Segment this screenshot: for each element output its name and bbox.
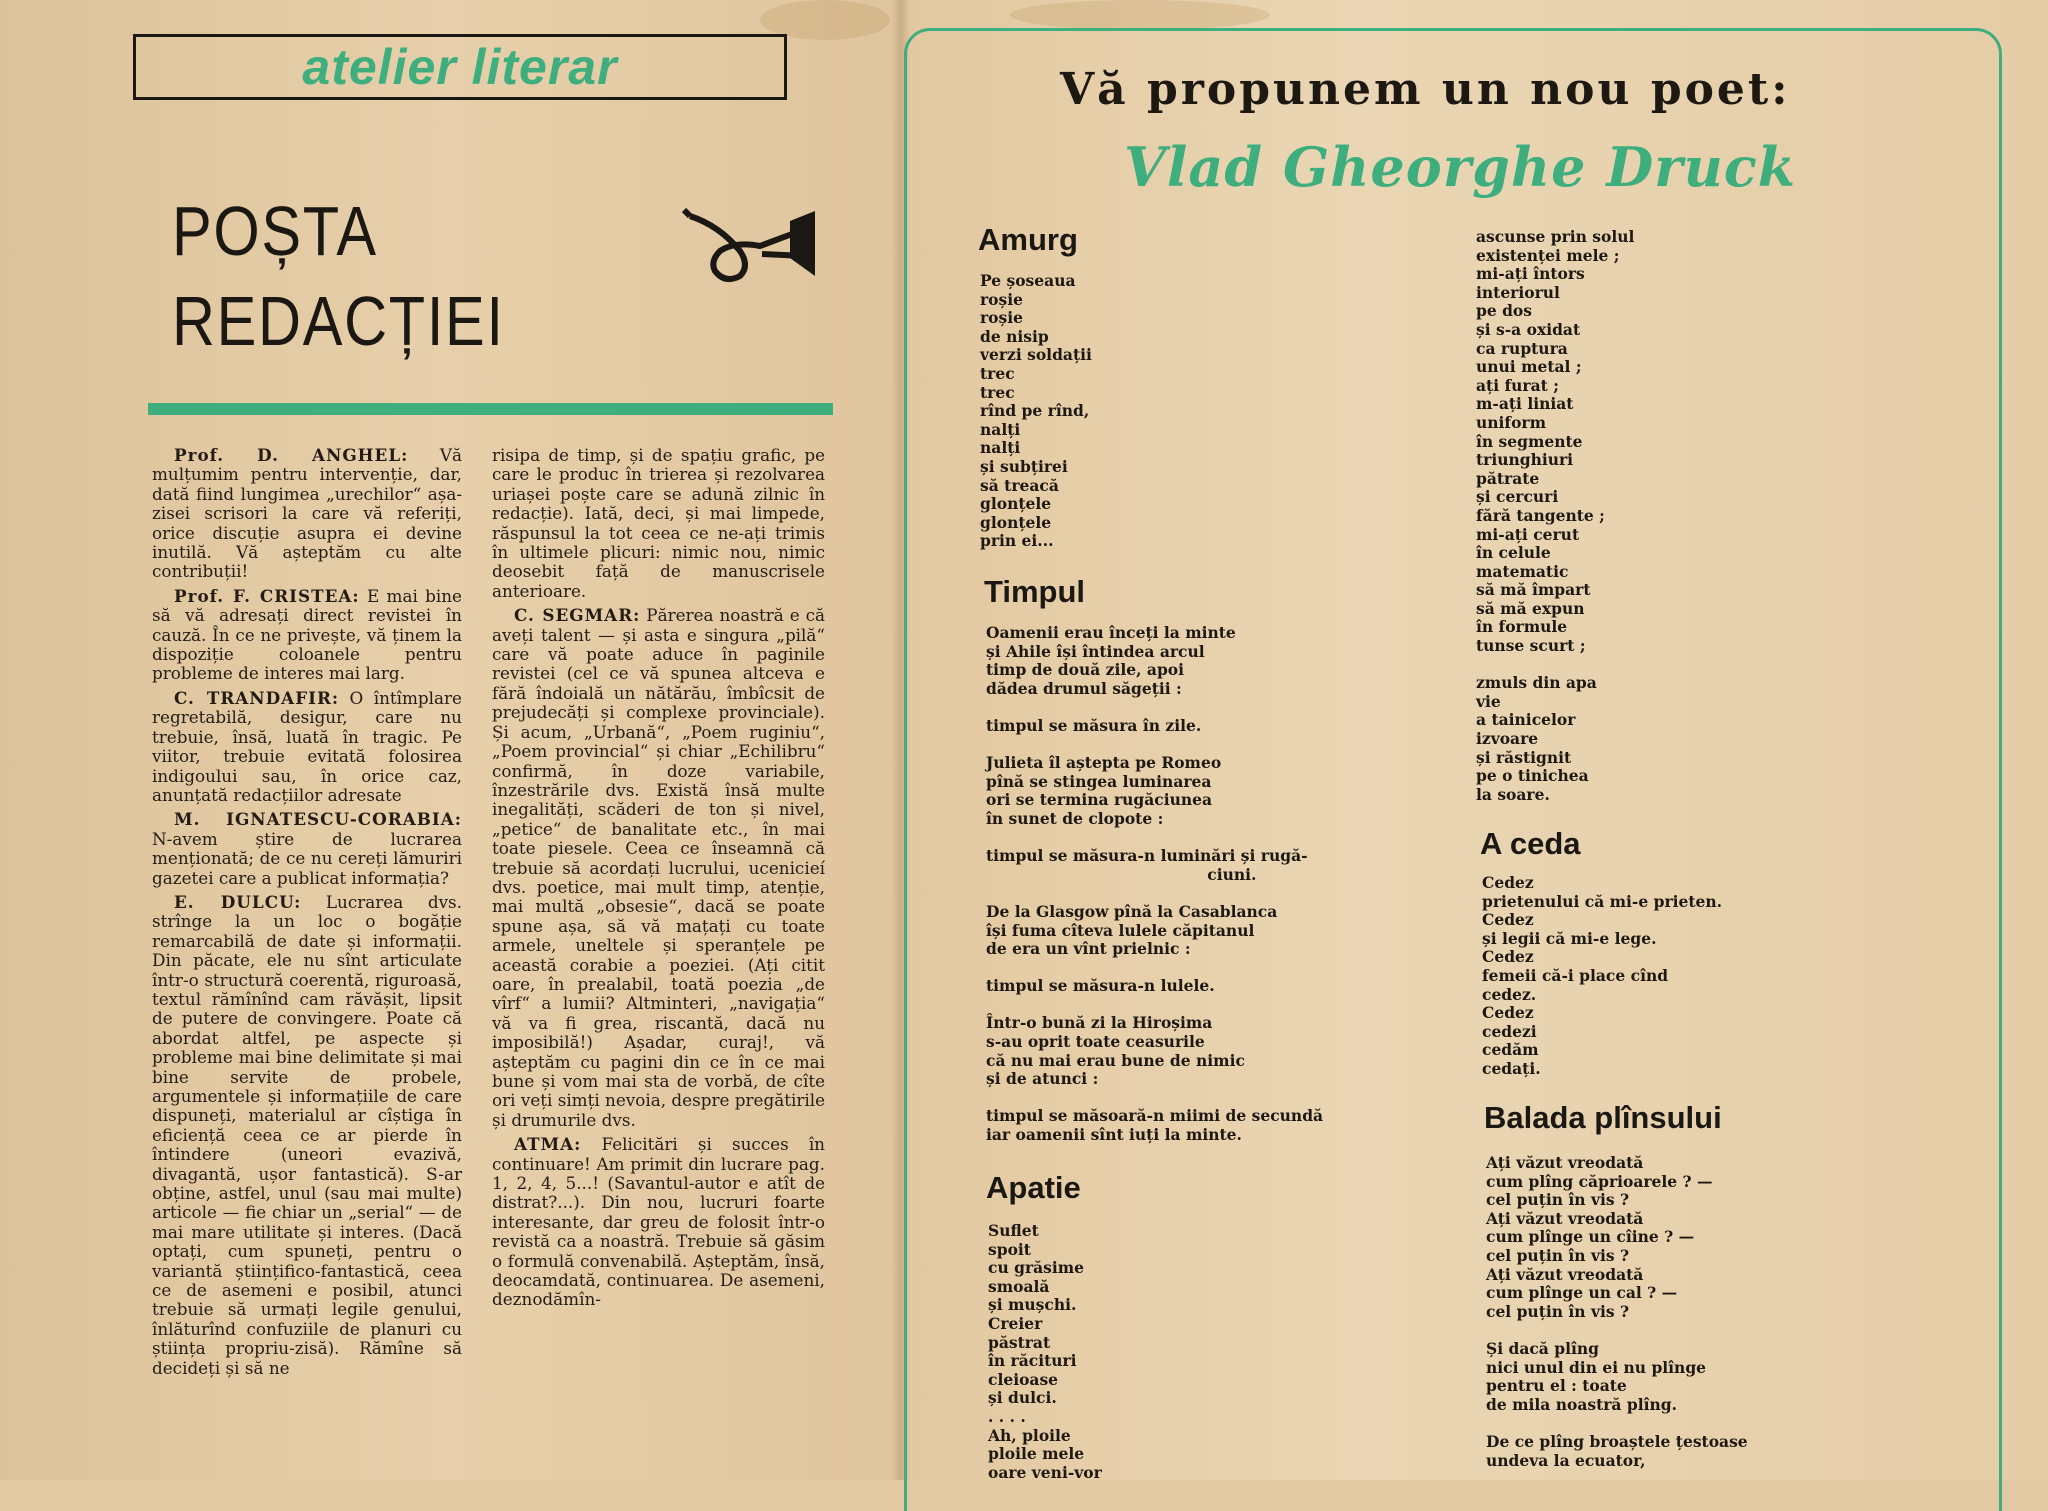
letter-recipient: M. IGNATESCU-CORABIA: bbox=[174, 809, 462, 830]
letter-entry bbox=[152, 893, 462, 1378]
letter-text: E mai bine să vă adresați direct revistei în cauză. În ce ne privește, vă ținem la dispoziție coloanele pentru probleme de interes mai larg. bbox=[152, 585, 462, 684]
poem-text-continuation: ascunse prin solul existenței mele ; mi-ați întors interiorul pe dos și s-a oxidat ca ruptura unui metal ; ați furat ; m-ați liniat uniform în segmente triunghiuri pătrate și cercuri fără tangente ; mi-ați cerut în celule matematic să mă împart să mă expun în formule tunse scurt ; zmuls din apa vie a tainicelor izvoare și răstignit pe o tinichea la soare. bbox=[1476, 227, 1635, 804]
poem-title-a-ceda: A ceda bbox=[1480, 826, 1581, 861]
poem-title-balada: Balada plînsului bbox=[1484, 1100, 1722, 1135]
post-horn-icon bbox=[680, 196, 820, 286]
letter-entry bbox=[152, 689, 462, 805]
page-title-line1: POȘTA bbox=[172, 192, 378, 270]
section-divider bbox=[148, 403, 833, 415]
letter-recipient: C. TRANDAFIR: bbox=[174, 687, 340, 708]
letter-recipient: ATMA: bbox=[514, 1134, 582, 1155]
section-label: atelier literar bbox=[302, 39, 618, 95]
letter-recipient: C. SEGMAR: bbox=[514, 605, 641, 626]
paper-stain bbox=[1010, 0, 1270, 30]
poem-text-apatie: Suflet spoit cu grăsime smoală și mușchi. Creier păstrat în răcituri cleioase și dulci. . . . . Ah, ploile ploile mele oare veni-vor bbox=[988, 1221, 1102, 1482]
letter-entry bbox=[492, 1135, 825, 1310]
letter-text: Felicitări și succes în continuare! Am primit din lucrare pag. 1, 2, 4, 5...! (Savantul-autor e atît de distrat?...). Din nou, lucruri foarte interesante, dar greu de folosit într-o revistă ca a noastră. Trebuie să găsim o formulă convenabilă. Așteptăm, însă, deocamdată, continuarea. De asemeni, deznodămîn- bbox=[492, 1134, 825, 1310]
poem-text-timpul: Oamenii erau înceți la minte și Ahile își întindea arcul timp de două zile, apoi dădea drumul săgeții : timpul se măsura în zile. Julieta îl aștepta pe Romeo pînă se stingea luminarea ori se termina rugăciunea în sunet de clopote : timpul se măsura-n luminări și rugă- ciuni. De la Glasgow pînă la Casablanca își fuma cîteva lulele căpitanul de era un vînt prielnic : timpul se măsura-n lulele. Într-o bună zi la Hiroșima s-au oprit toate ceasurile că nu mai erau bune de nimic și de atunci : timpul se măsoară-n miimi de secundă iar oamenii sînt iuți la minte. bbox=[986, 623, 1324, 1145]
poem-text-balada: Ați văzut vreodată cum plîng căprioarele ? — cel puțin în vis ? Ați văzut vreodată cum plînge un cîine ? — cel puțin în vis ? Ați văzut vreodată cum plînge un cal ? — cel puțin în vis ? Și dacă plîng nici unul din ei nu plînge pentru el : toate de mila noastră plîng. De ce plîng broaștele țestoase undeva la ecuator, bbox=[1486, 1153, 1748, 1470]
poem-text-amurg: Pe șoseaua roșie roșie de nisip verzi soldații trec trec rînd pe rînd, nalți nalți și subțirei să treacă glonțele glonțele prin ei... bbox=[980, 271, 1092, 551]
letter-text: Vă mulțumim pentru intervenție, dar, dată fiind lungimea „urechilor“ așa-zisei scrisori la care vă referiți, orice discuție asupra ei devine inutilă. Vă așteptăm cu alte contribuții! bbox=[152, 445, 462, 582]
letter-entry bbox=[152, 446, 462, 582]
poet-name: Vlad Gheorghe Druck bbox=[1124, 135, 1797, 199]
poem-title-timpul: Timpul bbox=[984, 574, 1086, 609]
letter-entry bbox=[152, 810, 462, 888]
page-title bbox=[172, 186, 505, 366]
letter-text: Părerea noastră e că aveți talent — și asta e singura „pilă“ care vă poate aduce în paginile revistei (cel ce vă spunea altceva e fără îndoială un nătărău, îmbîcsit de prejudecăți și complexe provinciale). Și acum, „Urbană“, „Poem ruginiu“, „Poem provincial“ și chiar „Echilibru“ confirmă, în doze variabile, înzestrările dvs. Există însă multe inegalități, scăderi de ton și nivel, „petice“ de banalitate etc., în mai toate piesele. Ceea ce înseamnă că trebuie să acordați lucrului, ucenicieí dvs. poetice, mai mult timp, atenție, mai multă „obsesie“, dacă se poate spune așa, să vă mațați cu toate armele, uneltele și speranțele pe această corabie a poeziei. (Ați citit oare, în prealabil, toată poezia „de vîrf“ a lumii? Altminteri, „navigația“ vă va fi grea, riscantă, dacă nu imposibilă!) Așadar, curaj!, vă așteptăm cu pagini din ce în ce mai bune și vom mai sta de vorbă, de cîte ori veți simți nevoia, despre pregătirile și drumurile dvs. bbox=[492, 605, 825, 1130]
letter-text: risipa de timp, și de spațiu grafic, pe care le produc în trierea și rezolvarea uriașei poște care se adună zilnic în redacție). Iată, deci, și mai limpede, răspunsul la tot ceea ce ne-ați trimis în ultimele plicuri: nimic nou, nimic deosebit față de manuscrisele anterioare. bbox=[492, 445, 825, 601]
letter-entry bbox=[492, 446, 825, 601]
letter-text: O întîmplare regretabilă, desigur, care nu trebuie, însă, luată în tragic. Pe viitor, trebuie evitată folosirea indigoului sau, în orice caz, anunțată redacțiilor adresate bbox=[152, 687, 462, 805]
letter-recipient: Prof. D. ANGHEL: bbox=[174, 445, 409, 465]
poem-title-apatie: Apatie bbox=[986, 1170, 1081, 1205]
letters-column-1 bbox=[152, 446, 462, 1383]
letter-entry bbox=[492, 606, 825, 1130]
poem-title-amurg: Amurg bbox=[978, 222, 1078, 257]
page-title-line2: REDACȚIEI bbox=[172, 282, 505, 360]
letter-entry bbox=[152, 587, 462, 684]
letter-text: N-avem știre de lucrarea menționată; de ce nu cereți lămuriri gazetei care a publicat informația? bbox=[152, 828, 462, 888]
letter-text: Lucrarea dvs. strînge la un loc o bogăție remarcabilă de date și informații. Din păcate, ele nu sînt articulate într-o structură coerentă, riguroasă, textul rămînînd cam răvășit, lipsit de putere de convingere. Poate că abordat altfel, pe aspecte și probleme mai bine delimitate și mai bine servite de probele, argumentele și informațiile de care dispuneți, materialul ar cîștiga în eficiență ceea ce ar pierde în întindere (uneori evazivă, divagantă, ușor fantastică). S-ar obține, astfel, unul (sau mai multe) articole — fie chiar un „serial“ — de mai mare utilitate și interes. (Dacă optați, cum spuneți, pentru o variantă științifico-fantastică, ceea ce de asemeni e posibil, atunci trebuie să urmați legile genului, înlăturînd confuziile de planuri cu știința propriu-zisă). Rămîne să decideți și să ne bbox=[152, 891, 462, 1378]
letter-recipient: E. DULCU: bbox=[174, 891, 302, 912]
letters-column-2 bbox=[492, 446, 825, 1315]
feature-headline: Vă propunem un nou poet: bbox=[1060, 64, 1791, 115]
poem-text-a-ceda: Cedez prietenului că mi-e prieten. Cedez și legii că mi-e lege. Cedez femeii că-i place cînd cedez. Cedez cedezi cedăm cedați. bbox=[1482, 873, 1723, 1078]
letter-recipient: Prof. F. CRISTEA: bbox=[174, 585, 360, 606]
